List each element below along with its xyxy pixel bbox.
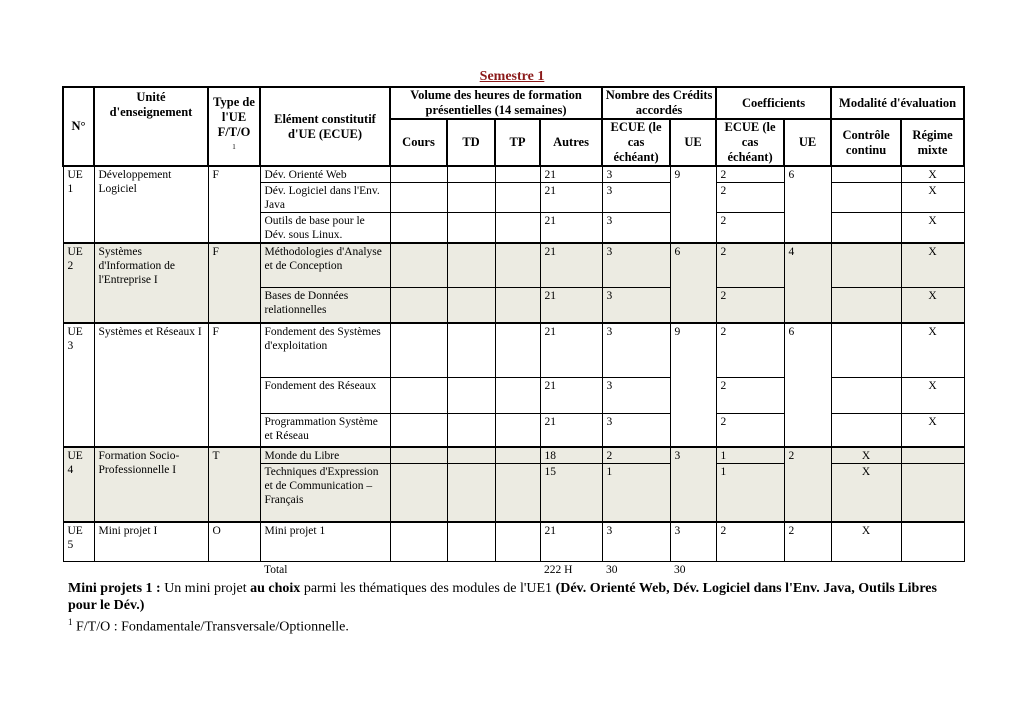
header-coef: Coefficients: [716, 87, 831, 119]
controle-cell: [831, 243, 901, 287]
td-cell: [447, 377, 495, 413]
coef-ue-cell: 2: [784, 522, 831, 562]
total-label: Total: [260, 562, 390, 578]
coef-ecue-cell: 2: [716, 243, 784, 287]
header-credits: Nombre des Crédits accordés: [602, 87, 716, 119]
table-row: [63, 166, 964, 183]
ecue-name: Techniques d'Expression et de Communication – Français: [260, 464, 390, 522]
tp-cell: [495, 377, 540, 413]
total-credits: 30: [606, 564, 618, 576]
credits-ecue-cell: 3: [602, 166, 670, 183]
ecue-name: Dév. Logiciel dans l'Env. Java: [260, 183, 390, 213]
autres-cell: 21: [540, 377, 602, 413]
blank: [831, 562, 901, 578]
cours-cell: [390, 413, 447, 447]
td-cell: [447, 213, 495, 244]
ecue-name: Outils de base pour le Dév. sous Linux.: [260, 213, 390, 244]
header-type-label: Type de l'UE F/T/O: [213, 94, 255, 139]
cours-cell: [390, 213, 447, 244]
ue-type: F: [208, 323, 260, 447]
controle-cell: [831, 166, 901, 183]
total-autres: 222 H: [544, 564, 573, 576]
cours-cell: [390, 377, 447, 413]
controle-cell: [831, 183, 901, 213]
coef-ecue-cell: 2: [716, 166, 784, 183]
blank: [447, 562, 495, 578]
header-credits-ecue: ECUE (le cas échéant): [602, 119, 670, 166]
autres-cell: 21: [540, 243, 602, 287]
header-regime: Régime mixte: [901, 119, 964, 166]
semester-table: [62, 86, 965, 578]
ue-name: Systèmes d'Information de l'Entreprise I: [94, 243, 208, 323]
header-tp: TP: [495, 119, 540, 166]
tp-cell: [495, 323, 540, 377]
header-autres: Autres: [540, 119, 602, 166]
coef-ecue-cell: 2: [716, 413, 784, 447]
ue-number: UE 3: [63, 323, 94, 447]
ue-type: T: [208, 447, 260, 522]
header-unite: Unité d'enseignement: [94, 87, 208, 166]
tp-cell: [495, 243, 540, 287]
header-cours: Cours: [390, 119, 447, 166]
credits-ue-cell: 6: [670, 243, 716, 323]
credits-ue-cell: 9: [670, 323, 716, 447]
coef-ecue-cell: 2: [716, 323, 784, 377]
ecue-name: Programmation Système et Réseau: [260, 413, 390, 447]
ecue-name: Monde du Libre: [260, 447, 390, 464]
cours-cell: [390, 183, 447, 213]
ue-number: UE 1: [63, 166, 94, 243]
credits-ue-cell: 3: [670, 447, 716, 522]
credits-ecue-cell: 3: [602, 522, 670, 562]
total-credits-ue: 30: [674, 564, 686, 576]
table-row: [63, 447, 964, 464]
credits-ecue-cell: 3: [602, 377, 670, 413]
regime-cell: X: [901, 413, 964, 447]
ue-number: UE 5: [63, 522, 94, 562]
ue-type: O: [208, 522, 260, 562]
autres-cell: 21: [540, 213, 602, 244]
tp-cell: [495, 522, 540, 562]
regime-cell: X: [901, 323, 964, 377]
coef-ecue-cell: 2: [716, 213, 784, 244]
tp-cell: [495, 183, 540, 213]
regime-cell: [901, 464, 964, 522]
coef-ecue-cell: 2: [716, 183, 784, 213]
controle-cell: [831, 377, 901, 413]
footnote-text: F/T/O : Fondamentale/Transversale/Optionnelle.: [72, 619, 349, 635]
header-ecue: Elément constitutif d'UE (ECUE): [260, 87, 390, 166]
credits-ue-cell: 9: [670, 166, 716, 243]
blank: [716, 562, 784, 578]
regime-cell: [901, 522, 964, 562]
ecue-name: Fondement des Systèmes d'exploitation: [260, 323, 390, 377]
autres-cell: 21: [540, 522, 602, 562]
ue-number: UE 4: [63, 447, 94, 522]
blank: [784, 562, 831, 578]
td-cell: [447, 183, 495, 213]
tp-cell: [495, 287, 540, 323]
ue-name: Développement Logiciel: [94, 166, 208, 243]
table-body: [63, 166, 964, 578]
regime-cell: X: [901, 243, 964, 287]
td-cell: [447, 166, 495, 183]
cours-cell: [390, 522, 447, 562]
controle-cell: X: [831, 447, 901, 464]
td-cell: [447, 243, 495, 287]
credits-ecue-cell: 3: [602, 323, 670, 377]
regime-cell: [901, 447, 964, 464]
blank: [390, 562, 447, 578]
blank: [208, 562, 260, 578]
credits-ecue-cell: 3: [602, 287, 670, 323]
credits-ecue-cell: 3: [602, 243, 670, 287]
controle-cell: [831, 323, 901, 377]
credits-ecue-cell: 2: [602, 447, 670, 464]
ue-name: Systèmes et Réseaux I: [94, 323, 208, 447]
header-controle: Contrôle continu: [831, 119, 901, 166]
regime-cell: X: [901, 377, 964, 413]
header-coef-ecue: ECUE (le cas échéant): [716, 119, 784, 166]
controle-cell: [831, 213, 901, 244]
ecue-name: Dév. Orienté Web: [260, 166, 390, 183]
blank: [495, 562, 540, 578]
coef-ecue-cell: 1: [716, 447, 784, 464]
ue-name: Mini projet I: [94, 522, 208, 562]
credits-ecue-cell: 1: [602, 464, 670, 522]
credits-ecue-cell: 3: [602, 213, 670, 244]
td-cell: [447, 464, 495, 522]
mini-projets-note: [68, 580, 948, 614]
coef-ue-cell: 2: [784, 447, 831, 522]
notes: [68, 580, 948, 636]
controle-cell: [831, 413, 901, 447]
header-volume: Volume des heures de formation présentielles (14 semaines): [390, 87, 602, 119]
header-modalite: Modalité d'évaluation: [831, 87, 964, 119]
td-cell: [447, 522, 495, 562]
ecue-name: Méthodologies d'Analyse et de Conception: [260, 243, 390, 287]
ue-number: UE 2: [63, 243, 94, 323]
autres-cell: 21: [540, 323, 602, 377]
cours-cell: [390, 464, 447, 522]
autres-cell: 15: [540, 464, 602, 522]
credits-ecue-cell: 3: [602, 413, 670, 447]
cours-cell: [390, 287, 447, 323]
blank: [63, 562, 94, 578]
credits-ue-cell: 3: [670, 522, 716, 562]
coef-ue-cell: 4: [784, 243, 831, 323]
td-cell: [447, 413, 495, 447]
controle-cell: X: [831, 522, 901, 562]
ue-type: F: [208, 243, 260, 323]
coef-ue-cell: 6: [784, 166, 831, 243]
cours-cell: [390, 243, 447, 287]
credits-ecue-cell: 3: [602, 183, 670, 213]
regime-cell: X: [901, 287, 964, 323]
controle-cell: X: [831, 464, 901, 522]
tp-cell: [495, 464, 540, 522]
autres-cell: 21: [540, 166, 602, 183]
td-cell: [447, 447, 495, 464]
coef-ecue-cell: 2: [716, 377, 784, 413]
controle-cell: [831, 287, 901, 323]
ecue-name: Bases de Données relationnelles: [260, 287, 390, 323]
autres-cell: 21: [540, 287, 602, 323]
cours-cell: [390, 166, 447, 183]
mini-label: Mini projets 1 :: [68, 581, 161, 596]
autres-cell: 21: [540, 413, 602, 447]
header-td: TD: [447, 119, 495, 166]
table-row: [63, 522, 964, 562]
header-type: [208, 87, 260, 166]
ecue-name: Fondement des Réseaux: [260, 377, 390, 413]
coef-ecue-cell: 2: [716, 522, 784, 562]
total-row: [63, 562, 964, 578]
header-credits-ue: UE: [670, 119, 716, 166]
tp-cell: [495, 447, 540, 464]
tp-cell: [495, 166, 540, 183]
table-row: [63, 243, 964, 287]
table-row: [63, 323, 964, 377]
td-cell: [447, 287, 495, 323]
regime-cell: X: [901, 183, 964, 213]
td-cell: [447, 323, 495, 377]
regime-cell: X: [901, 213, 964, 244]
ue-name: Formation Socio-Professionnelle I: [94, 447, 208, 522]
mini-text2: parmi les thématiques des modules de l'UE1: [300, 581, 556, 596]
header-coef-ue: UE: [784, 119, 831, 166]
coef-ecue-cell: 2: [716, 287, 784, 323]
ecue-name: Mini projet 1: [260, 522, 390, 562]
coef-ue-cell: 6: [784, 323, 831, 447]
header-num: N°: [63, 87, 94, 166]
coef-ecue-cell: 1: [716, 464, 784, 522]
cours-cell: [390, 447, 447, 464]
header-type-footnote: 1: [232, 142, 236, 151]
mini-list: (Dév. Orienté Web, Dév. Logiciel dans l'Env. Java, Outils Libres pour le Dév.): [68, 581, 937, 613]
autres-cell: 18: [540, 447, 602, 464]
footnote-mark: 1: [68, 617, 73, 627]
mini-choice: au choix: [250, 581, 301, 596]
footnote: [68, 614, 948, 636]
ue-type: F: [208, 166, 260, 243]
tp-cell: [495, 413, 540, 447]
autres-cell: 21: [540, 183, 602, 213]
blank: [901, 562, 964, 578]
mini-text1: Un mini projet: [160, 581, 251, 596]
tp-cell: [495, 213, 540, 244]
page-title: Semestre 1: [479, 69, 545, 84]
blank: [94, 562, 208, 578]
regime-cell: X: [901, 166, 964, 183]
cours-cell: [390, 323, 447, 377]
